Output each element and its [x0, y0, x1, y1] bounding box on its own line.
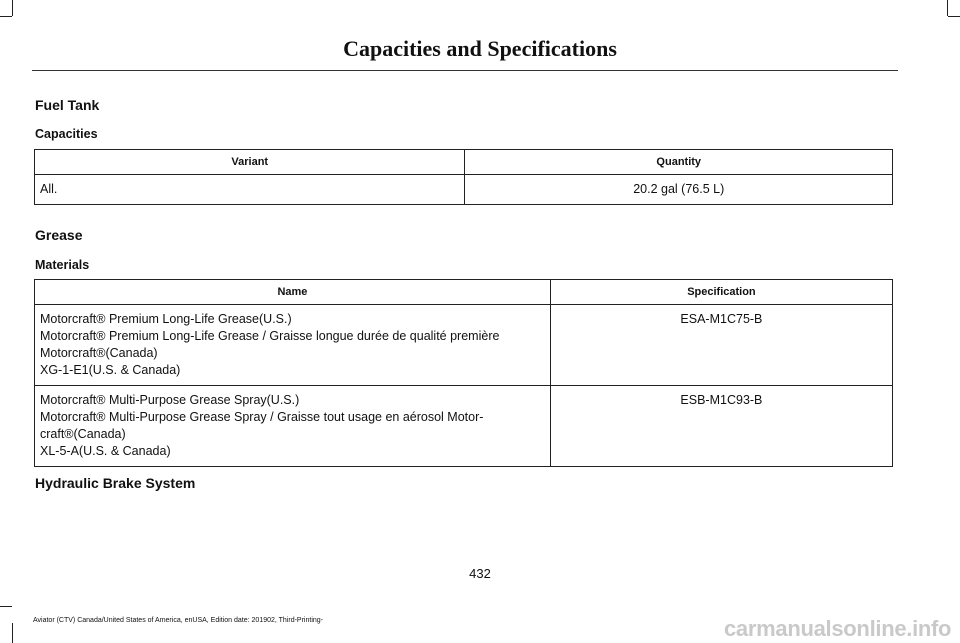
- grease-name-cell: [35, 305, 551, 386]
- table-header-row: [35, 280, 893, 305]
- crop-mark: [12, 623, 13, 643]
- specification-cell: ESB-M1C93-B: [550, 386, 892, 467]
- name-line: Motorcraft® Multi-Purpose Grease Spray / Graisse tout usage en aérosol Motor-: [40, 410, 484, 424]
- column-header-variant: Variant: [35, 150, 465, 175]
- capacities-table: [34, 149, 893, 205]
- table-header-row: [35, 150, 893, 175]
- name-line: Motorcraft® Premium Long-Life Grease(U.S.): [40, 312, 292, 326]
- crop-mark: [948, 16, 960, 17]
- watermark: carmanualsonline.info: [724, 616, 952, 641]
- page-title: Capacities and Specifications: [343, 36, 617, 61]
- name-line: Motorcraft® Multi-Purpose Grease Spray(U.S.): [40, 393, 300, 407]
- name-line: XG-1-E1(U.S. & Canada): [40, 363, 181, 377]
- name-line: XL-5-A(U.S. & Canada): [40, 444, 171, 458]
- column-header-specification: Specification: [550, 280, 892, 305]
- subheading-materials: Materials: [35, 258, 90, 272]
- variant-cell: All.: [35, 175, 465, 205]
- specification-cell: ESA-M1C75-B: [550, 305, 892, 386]
- crop-mark: [0, 606, 12, 607]
- table-row: [35, 175, 893, 205]
- materials-table: [34, 279, 893, 467]
- name-line: craft®(Canada): [40, 427, 126, 441]
- crop-mark: [0, 16, 12, 17]
- footer-edition-text: Aviator (CTV) Canada/United States of America, enUSA, Edition date: 201902, Third-Printing-: [33, 617, 324, 624]
- column-header-name: Name: [35, 280, 551, 305]
- quantity-cell: 20.2 gal (76.5 L): [465, 175, 893, 205]
- name-line: Motorcraft®(Canada): [40, 346, 158, 360]
- crop-mark: [947, 0, 948, 16]
- page-number: 432: [469, 566, 491, 581]
- section-heading-grease: Grease: [35, 227, 83, 243]
- section-heading-fuel-tank: Fuel Tank: [35, 97, 100, 113]
- header-divider: [32, 70, 898, 71]
- name-line: Motorcraft® Premium Long-Life Grease / Graisse longue durée de qualité première: [40, 329, 500, 343]
- crop-mark: [12, 0, 13, 16]
- column-header-quantity: Quantity: [465, 150, 893, 175]
- subheading-capacities: Capacities: [35, 127, 98, 141]
- table-row: [35, 305, 893, 386]
- grease-name-cell: [35, 386, 551, 467]
- table-row: [35, 386, 893, 467]
- section-heading-hydraulic-brake-system: Hydraulic Brake System: [35, 475, 196, 491]
